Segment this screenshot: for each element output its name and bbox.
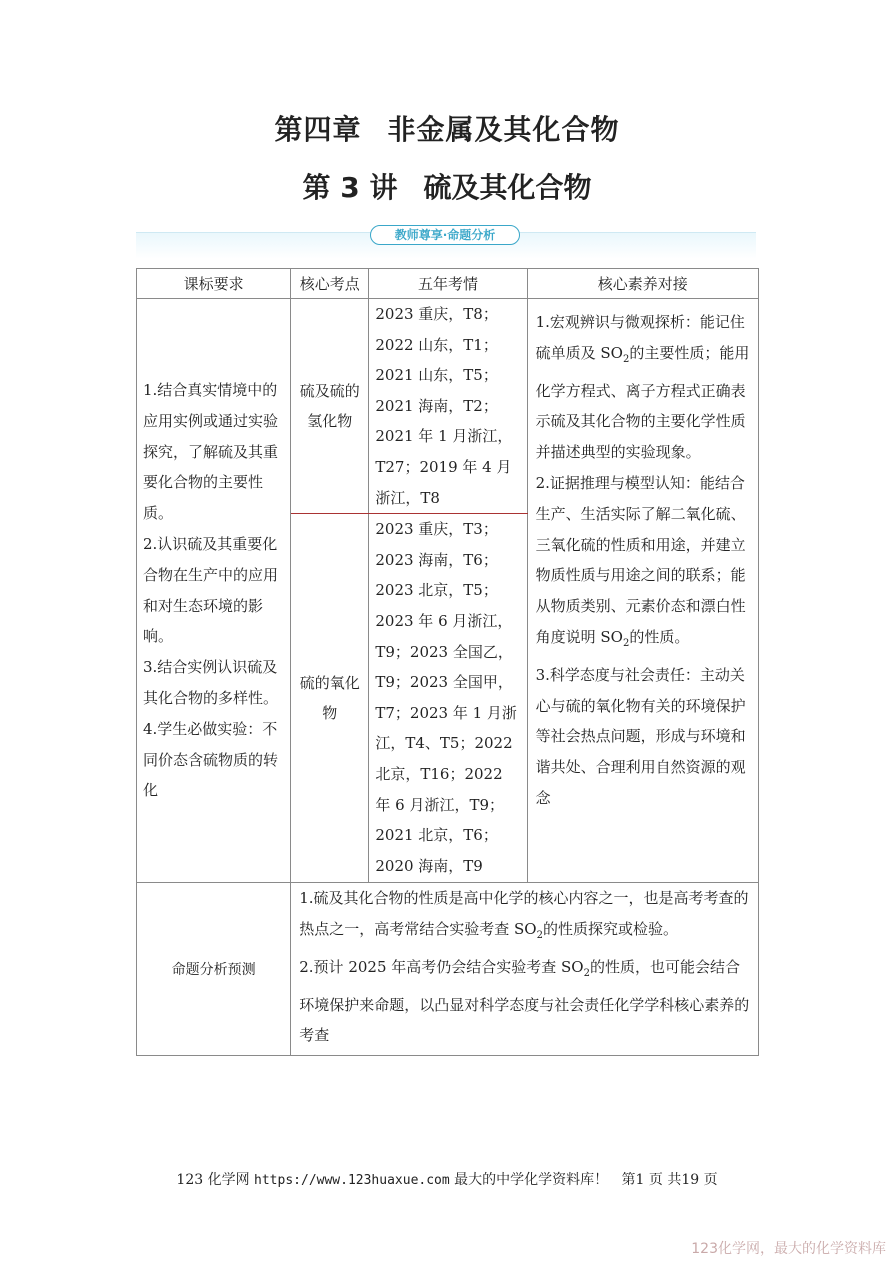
- footer-url[interactable]: https://www.123huaxue.com: [254, 1173, 450, 1188]
- watermark: 123化学网，最大的化学资料库: [691, 1241, 886, 1257]
- prediction-cell: [291, 883, 759, 1056]
- prediction-item: 2.预计 2025 年高考仍会结合实验考查 $SO_2$的性质，也可能会结合环境保护来命题，以凸显对科学态度与社会责任化学学科核心素养的考查: [299, 957, 750, 1045]
- requirement-item: 3.结合实例认识硫及其化合物的多样性。: [143, 658, 279, 707]
- literacy-item: 2.证据推理与模型认知：能结合生产、生活实际了解二氧化硫、三氧化硫的性质和用途，并建立物质性质与用途之间的联系；能从物质类别、元素价态和漂白性角度说明 $SO_2$的性质。: [535, 473, 746, 649]
- requirements-cell: [137, 299, 291, 883]
- table-row: [137, 299, 759, 514]
- prediction-label: 命题分析预测: [137, 883, 291, 1056]
- header-exams: 五年考情: [369, 269, 527, 299]
- header-literacy: 核心素养对接: [527, 269, 758, 299]
- table-row: [137, 883, 759, 1056]
- chapter-title: [0, 108, 894, 148]
- point-sulfur-oxides: 硫的氧化物: [291, 514, 369, 883]
- literacy-item: 3.科学态度与社会责任：主动关心与硫的氧化物有关的环境保护等社会热点问题，形成与环境和谐共处、合理利用自然资源的观念: [535, 665, 746, 807]
- section-band-label: 教师尊享·命题分析: [370, 225, 520, 245]
- literacy-cell: [527, 299, 758, 883]
- footer-site: 123 化学网: [176, 1172, 250, 1188]
- analysis-table: [136, 268, 759, 1056]
- requirement-item: 2.认识硫及其重要化合物在生产中的应用和对生态环境的影响。: [143, 534, 279, 646]
- table-header-row: [137, 269, 759, 299]
- point-sulfur: 硫及硫的氢化物: [291, 299, 369, 514]
- requirement-item: 1.结合真实情境中的应用实例或通过实验探究，了解硫及其重要化合物的主要性质。: [143, 381, 279, 523]
- header-points: 核心考点: [291, 269, 369, 299]
- requirement-item: 4.学生必做实验：不同价态含硫物质的转化: [143, 719, 279, 800]
- exam-sulfur-oxides: 2023 重庆，T3；2023 海南，T6；2023 北京，T5；2023 年 6 月浙江，T9；2023 全国乙，T9；2023 全国甲，T7；2023 年 1 月浙江，T4、T5；2022 北京，T16；2022 年 6 月浙江，T9；2021 北京，T6；2020 海南，T9: [369, 514, 527, 883]
- lesson-name: 硫及其化合物: [423, 171, 592, 204]
- literacy-item: 1.宏观辨识与微观探析：能记住硫单质及 $SO_2$的主要性质；能用化学方程式、离子方程式正确表示硫及其化合物的主要化学性质并描述典型的实验现象。: [535, 313, 750, 462]
- footer-page-number: 第1 页 共19 页: [621, 1172, 718, 1188]
- header-requirements: 课标要求: [137, 269, 291, 299]
- lesson-title: [0, 166, 894, 206]
- prediction-item: 1.硫及其化合物的性质是高中化学的核心内容之一，也是高考考查的热点之一，高考常结合实验考查 $SO_2$的性质探究或检验。: [299, 889, 749, 941]
- exam-sulfur: 2023 重庆，T8；2022 山东，T1；2021 山东，T5；2021 海南，T2；2021 年 1 月浙江，T27；2019 年 4 月浙江，T8: [369, 299, 527, 514]
- footer-slogan: 最大的中学化学资料库！: [454, 1172, 609, 1188]
- chapter-name: 非金属及其化合物: [387, 113, 620, 146]
- lesson-number: 第 3 讲: [302, 171, 398, 204]
- chapter-number: 第四章: [274, 113, 362, 146]
- page-footer: [0, 1169, 894, 1189]
